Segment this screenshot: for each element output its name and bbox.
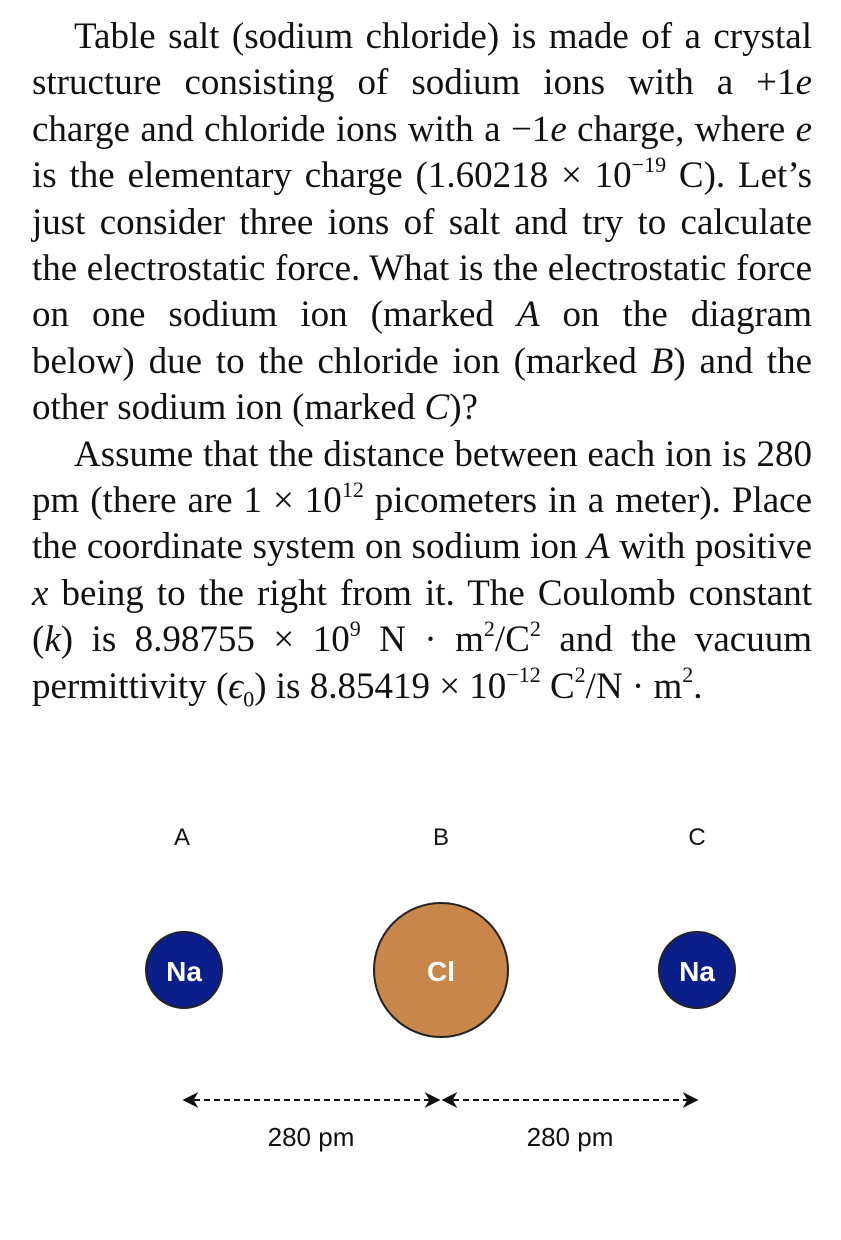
label-c: C [688, 824, 706, 851]
math-var: e [550, 108, 567, 150]
text-run: charge and chloride ions with a −1 [32, 108, 551, 150]
text-run: N · m [360, 619, 484, 661]
text-run: Table salt (sodium chloride) is made of a crystal structure consisting of sodium ions with a +1 [32, 16, 812, 104]
math-var: e [795, 62, 812, 104]
text-run: /C [494, 619, 530, 661]
exponent: 2 [483, 615, 495, 641]
text-run: ) is 8.98755 × 10 [60, 619, 350, 661]
math-var: k [44, 619, 61, 661]
text-run: )? [449, 387, 478, 429]
text-run: /N · m [585, 665, 683, 707]
text-run: is the elementary charge (1.60218 × 10 [32, 155, 632, 197]
exponent: 2 [529, 615, 541, 641]
math-var: ϵ [228, 665, 244, 707]
text-run: C). Let’s just consider three ions of salt and try to calculate the electrostatic force. What is the electrostatic force on one sodium ion (marked [32, 155, 812, 336]
label-b: B [432, 824, 450, 851]
text-run: picometers in a meter). Place the coordinate system on sodium ion [32, 480, 812, 568]
exponent: 12 [341, 476, 364, 502]
exponent: 9 [349, 615, 361, 641]
ion-c-symbol: Na [679, 956, 715, 987]
text-run: . [693, 665, 703, 707]
ion-b-symbol: Cl [427, 956, 455, 987]
text-run: C [540, 665, 575, 707]
label-a: A [173, 824, 191, 851]
distance-label-bc: 280 pm [526, 1122, 614, 1152]
exponent: 2 [574, 662, 586, 688]
math-var: e [795, 108, 812, 150]
exponent: −12 [506, 662, 541, 688]
math-var: C [424, 387, 450, 429]
ion-a-symbol: Na [166, 956, 202, 987]
text-run: on the diagram below) due to the chloride ion (marked [32, 294, 812, 382]
exponent: −19 [631, 151, 667, 177]
math-var: x [32, 572, 49, 614]
text-run: ) is 8.85419 × 10 [254, 665, 507, 707]
math-var: A [516, 294, 540, 336]
math-var: A [587, 526, 610, 568]
text-run: Assume that the distance between each ion is 280 pm (there are 1 × 10 [32, 433, 812, 522]
text-run: ) and the other sodium ion (marked [32, 340, 813, 429]
subscript: 0 [243, 686, 255, 712]
math-var: B [650, 340, 674, 382]
distance-label-ab: 280 pm [267, 1122, 355, 1152]
text-run: charge, where [566, 108, 796, 150]
text-run: being to the right from it. The Coulomb constant ( [32, 572, 812, 661]
exponent: 2 [682, 662, 694, 688]
text-run: with positive [609, 526, 812, 568]
text-run: and the vacuum permittivity ( [32, 619, 813, 707]
